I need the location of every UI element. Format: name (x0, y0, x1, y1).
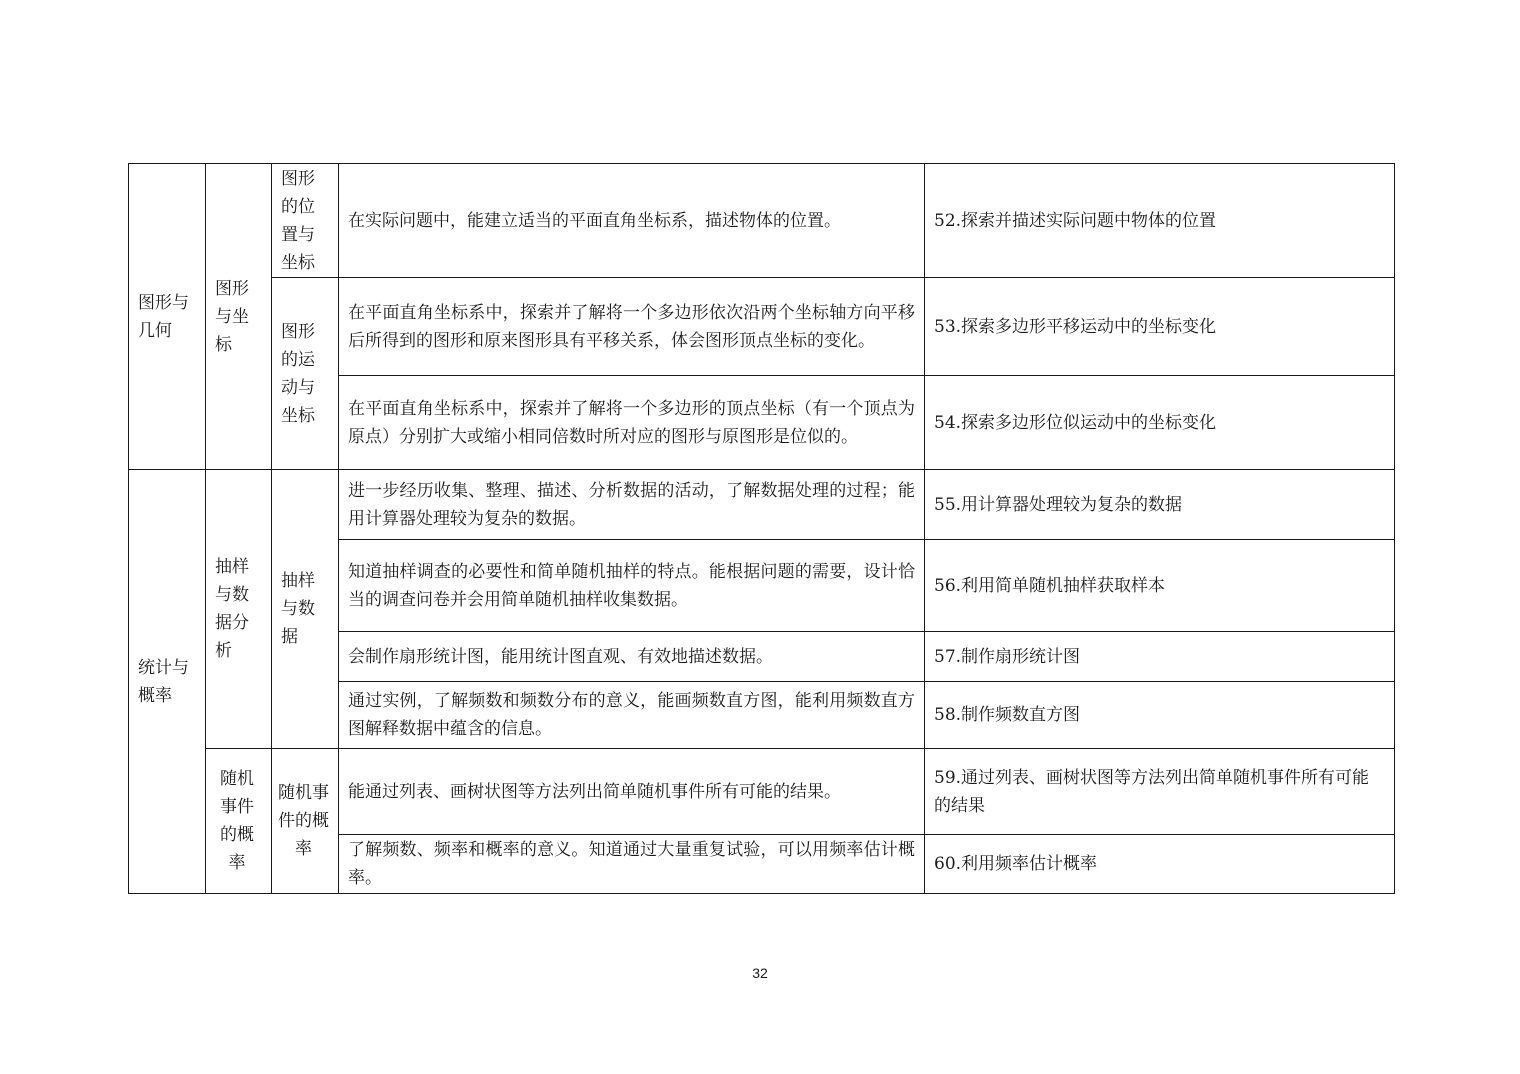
subtheme-label: 随机事件的概率 (278, 783, 329, 859)
subtheme-cell (272, 278, 339, 470)
theme-cell (206, 470, 272, 749)
content-cell: 在平面直角坐标系中，探索并了解将一个多边形的顶点坐标（有一个顶点为原点）分别扩大或缩小相同倍数时所对应的图形与原图形是位似的。 (339, 376, 925, 470)
domain-cell (129, 470, 206, 894)
subtheme-cell (272, 470, 339, 749)
content-cell: 在平面直角坐标系中，探索并了解将一个多边形依次沿两个坐标轴方向平移后所得到的图形和原来图形具有平移关系，体会图形顶点坐标的变化。 (339, 278, 925, 376)
content-cell: 了解频数、频率和概率的意义。知道通过大量重复试验，可以用频率估计概率。 (339, 835, 925, 894)
indicator-cell: 58.制作频数直方图 (925, 682, 1395, 749)
page-number: 32 (752, 965, 768, 981)
domain-label: 图形与几何 (138, 292, 189, 341)
curriculum-table (128, 163, 1395, 894)
indicator-cell: 53.探索多边形平移运动中的坐标变化 (925, 278, 1395, 376)
indicator-cell: 60.利用频率估计概率 (925, 835, 1395, 894)
theme-label: 随机事件的概率 (220, 769, 254, 873)
theme-cell (206, 749, 272, 894)
content-cell: 能通过列表、画树状图等方法列出简单随机事件所有可能的结果。 (339, 749, 925, 835)
table-row (129, 470, 1395, 540)
content-cell: 进一步经历收集、整理、描述、分析数据的活动，了解数据处理的过程；能用计算器处理较为复杂的数据。 (339, 470, 925, 540)
indicator-cell: 55.用计算器处理较为复杂的数据 (925, 470, 1395, 540)
domain-label: 统计与概率 (138, 657, 189, 706)
indicator-cell: 57.制作扇形统计图 (925, 632, 1395, 682)
content-cell: 知道抽样调查的必要性和简单随机抽样的特点。能根据问题的需要，设计恰当的调查问卷并会用简单随机抽样收集数据。 (339, 540, 925, 632)
subtheme-cell (272, 749, 339, 894)
subtheme-label: 图形的运动与坐标 (281, 321, 315, 426)
content-cell: 会制作扇形统计图，能用统计图直观、有效地描述数据。 (339, 632, 925, 682)
table-row (129, 278, 1395, 376)
indicator-cell: 56.利用简单随机抽样获取样本 (925, 540, 1395, 632)
domain-cell (129, 164, 206, 470)
subtheme-label: 图形的位置与坐标 (281, 168, 315, 273)
indicator-cell: 54.探索多边形位似运动中的坐标变化 (925, 376, 1395, 470)
table-row (129, 164, 1395, 278)
indicator-cell: 52.探索并描述实际问题中物体的位置 (925, 164, 1395, 278)
theme-label: 图形与坐标 (215, 278, 249, 355)
theme-label: 抽样与数据分析 (215, 557, 249, 661)
content-cell: 通过实例，了解频数和频数分布的意义，能画频数直方图，能利用频数直方图解释数据中蕴含的信息。 (339, 682, 925, 749)
indicator-cell: 59.通过列表、画树状图等方法列出简单随机事件所有可能的结果 (925, 749, 1395, 835)
content-cell: 在实际问题中，能建立适当的平面直角坐标系，描述物体的位置。 (339, 164, 925, 278)
subtheme-label: 抽样与数据 (281, 571, 315, 647)
table-row (129, 749, 1395, 835)
subtheme-cell (272, 164, 339, 278)
theme-cell (206, 164, 272, 470)
